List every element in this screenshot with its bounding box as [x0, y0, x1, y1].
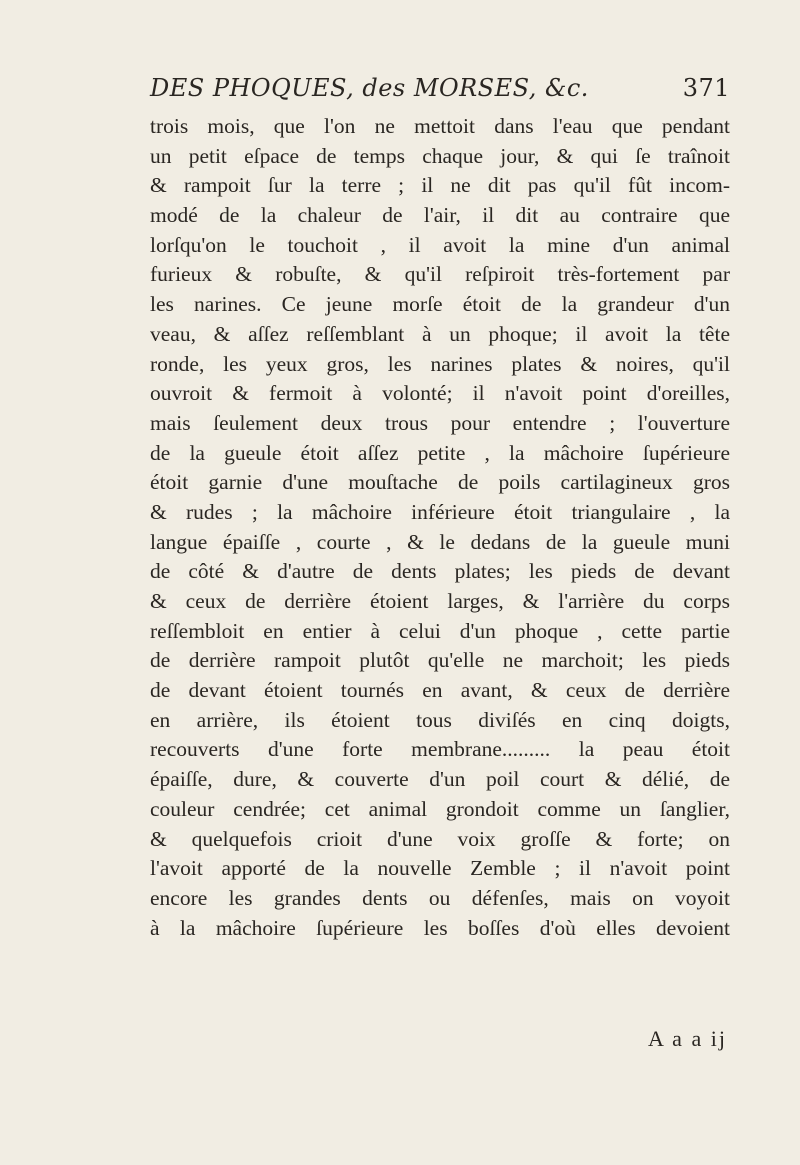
- text-line: & ceux de derrière étoient larges, & l'arrière du corps: [150, 589, 730, 613]
- text-line: en arrière, ils étoient tous diviſés en cinq doigts,: [150, 707, 730, 732]
- text-line: étoit garnie d'une mouſtache de poils cartilagineux gros: [150, 470, 730, 495]
- text-line: ronde, les yeux gros, les narines plates & noires, qu'il: [150, 351, 730, 376]
- text-line: lorſqu'on le touchoit , il avoit la mine d'un animal: [150, 232, 730, 257]
- text-line: modé de la chaleur de l'air, il dit au contraire que: [150, 203, 730, 228]
- text-line: couleur cendrée; cet animal grondoit comme un ſanglier,: [150, 796, 730, 821]
- text-line: à la mâchoire ſupérieure les boſſes d'où elles devoient: [150, 915, 730, 940]
- text-line: de côté & d'autre de dents plates; les pieds de devant: [150, 559, 730, 584]
- text-line: trois mois, que l'on ne mettoit dans l'eau que pendant: [150, 114, 730, 138]
- signature-mark: A a a ij: [648, 1026, 727, 1051]
- text-line: furieux & robuſte, & qu'il reſpiroit très-fortement par: [150, 262, 730, 287]
- text-line: les narines. Ce jeune morſe étoit de la grandeur d'un: [150, 292, 730, 317]
- text-line: reſſembloit en entier à celui d'un phoque , cette partie: [150, 618, 730, 643]
- text-line: de devant étoient tournés en avant, & ceux de derrière: [150, 678, 730, 703]
- text-line: ouvroit & fermoit à volonté; il n'avoit point d'oreilles,: [150, 381, 730, 406]
- text-line: recouverts d'une forte membrane......... la peau étoit: [150, 737, 730, 762]
- running-head-title: DES PHOQUES, des MORSES, &c.: [150, 74, 589, 102]
- text-line: de la gueule étoit aſſez petite , la mâchoire ſupérieure: [150, 440, 730, 465]
- text-line: veau, & aſſez reſſemblant à un phoque; il avoit la tête: [150, 321, 730, 346]
- body-text: [150, 112, 730, 943]
- page-number: 371: [682, 74, 730, 102]
- text-line: l'avoit apporté de la nouvelle Zemble ; il n'avoit point: [150, 856, 730, 881]
- text-line: un petit eſpace de temps chaque jour, & qui ſe traînoit: [150, 143, 730, 168]
- text-line: de derrière rampoit plutôt qu'elle ne marchoit; les pieds: [150, 648, 730, 673]
- text-line: & rudes ; la mâchoire inférieure étoit triangulaire , la: [150, 499, 730, 524]
- text-line: & rampoit ſur la terre ; il ne dit pas qu'il fût incom-: [150, 173, 730, 198]
- text-line: & quelquefois crioit d'une voix groſſe & forte; on: [150, 826, 730, 851]
- text-line: langue épaiſſe , courte , & le dedans de la gueule muni: [150, 529, 730, 554]
- text-line: épaiſſe, dure, & couverte d'un poil court & délié, de: [150, 767, 730, 792]
- text-line: mais ſeulement deux trous pour entendre ; l'ouverture: [150, 410, 730, 435]
- text-line: encore les grandes dents ou défenſes, mais on voyoit: [150, 885, 730, 910]
- running-head: [140, 74, 730, 108]
